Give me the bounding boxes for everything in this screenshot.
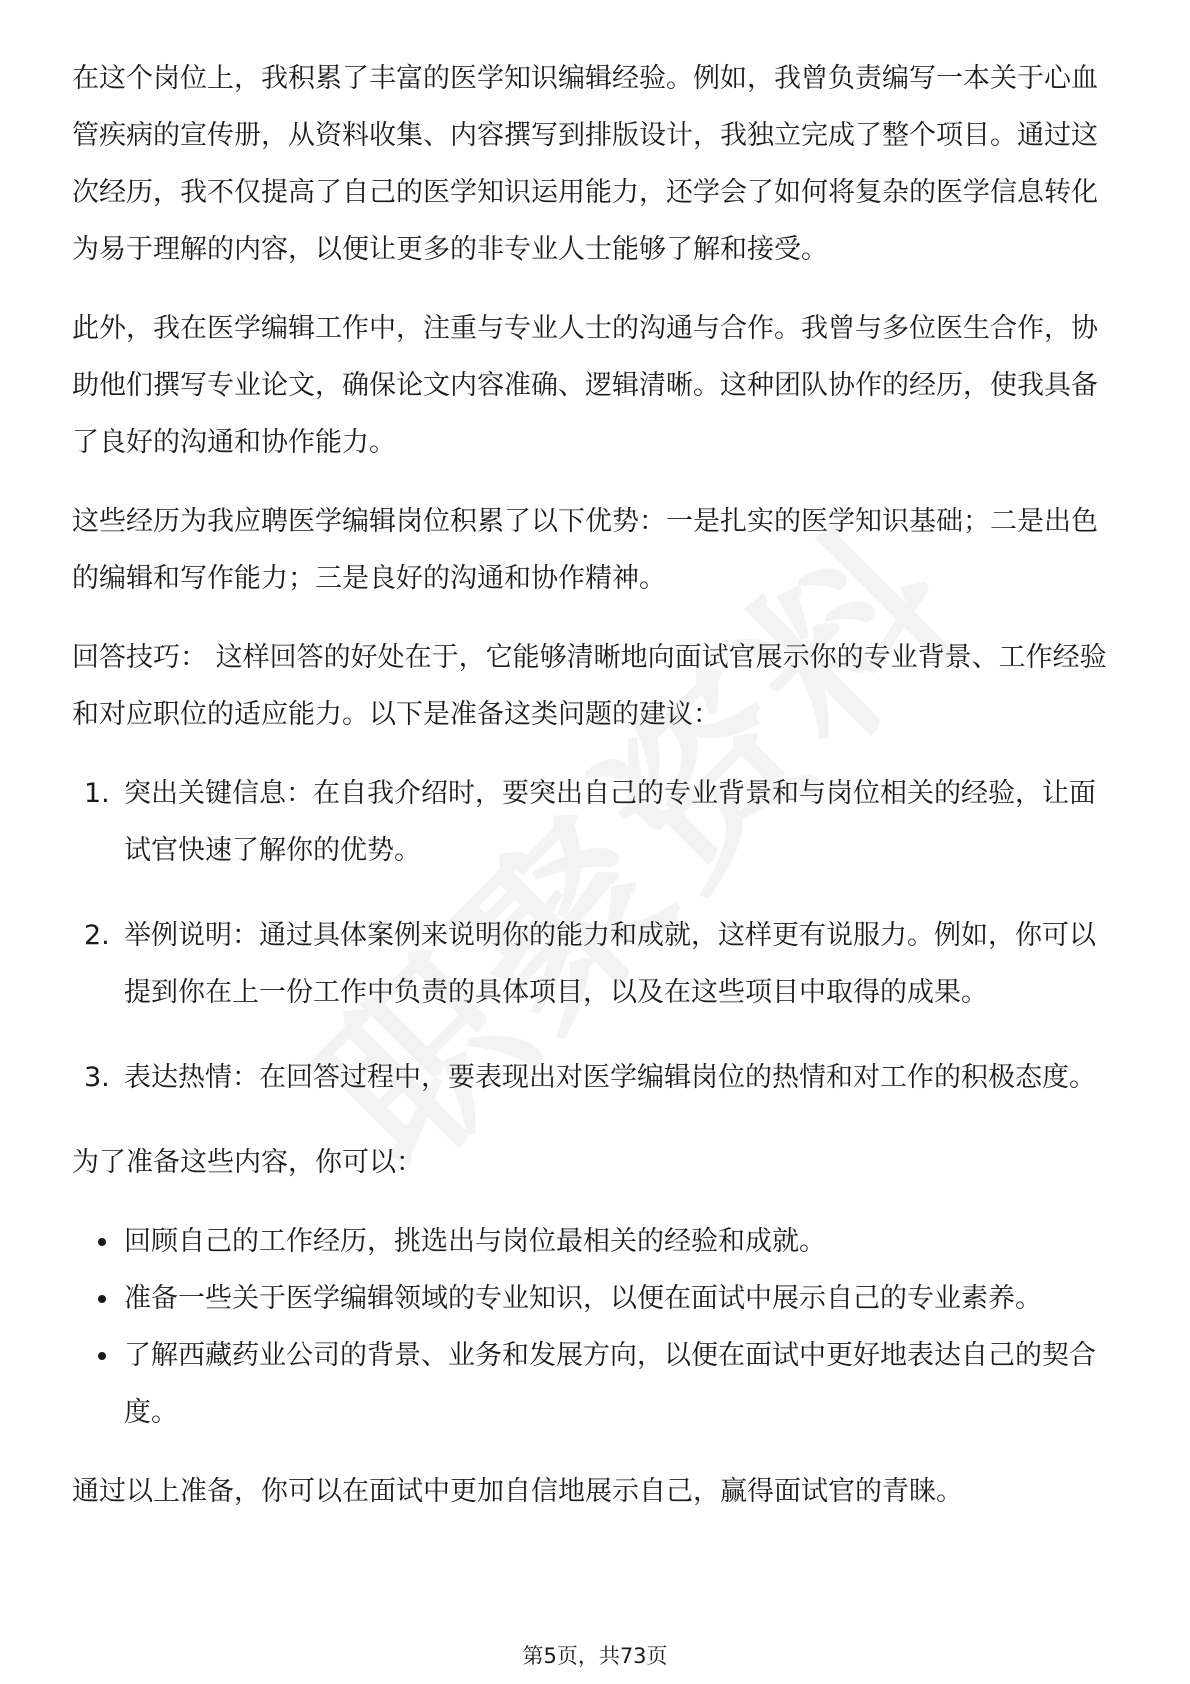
list-number: 2. bbox=[84, 920, 110, 951]
bullet-icon bbox=[98, 1352, 106, 1360]
list-item bbox=[72, 1213, 1122, 1270]
paragraph-advantages: 这些经历为我应聘医学编辑岗位积累了以下优势：一是扎实的医学知识基础；二是出色的编辑和写作能力；三是良好的沟通和协作精神。 bbox=[72, 506, 1098, 594]
paragraph-closing: 通过以上准备，你可以在面试中更加自信地展示自己，赢得面试官的青睐。 bbox=[72, 1476, 963, 1507]
list-item-text: 准备一些关于医学编辑领域的专业知识，以便在面试中展示自己的专业素养。 bbox=[124, 1283, 1042, 1314]
list-item-text: 举例说明：通过具体案例来说明你的能力和成就，这样更有说服力。例如，你可以提到你在上一份工作中负责的具体项目，以及在这些项目中取得的成果。 bbox=[124, 920, 1096, 1008]
document-body bbox=[72, 50, 1122, 1542]
list-item bbox=[72, 1049, 1122, 1106]
page-footer: 第5页，共73页 bbox=[522, 1644, 668, 1668]
list-item-text: 了解西藏药业公司的背景、业务和发展方向，以便在面试中更好地表达自己的契合度。 bbox=[124, 1340, 1096, 1428]
list-number: 1. bbox=[84, 778, 110, 809]
bullet-icon bbox=[98, 1295, 106, 1303]
list-item bbox=[72, 1270, 1122, 1327]
paragraph-answer-tips: 回答技巧： 这样回答的好处在于，它能够清晰地向面试官展示你的专业背景、工作经验和对应职位的适应能力。以下是准备这类问题的建议： bbox=[72, 642, 1107, 730]
bullet-icon bbox=[98, 1238, 106, 1246]
list-item-text: 突出关键信息：在自我介绍时，要突出自己的专业背景和与岗位相关的经验，让面试官快速了解你的优势。 bbox=[124, 778, 1096, 866]
list-item bbox=[72, 765, 1122, 879]
list-item-text: 表达热情：在回答过程中，要表现出对医学编辑岗位的热情和对工作的积极态度。 bbox=[124, 1062, 1096, 1093]
paragraph-experience: 在这个岗位上，我积累了丰富的医学知识编辑经验。例如，我曾负责编写一本关于心血管疾病的宣传册，从资料收集、内容撰写到排版设计，我独立完成了整个项目。通过这次经历，我不仅提高了自己的医学知识运用能力，还学会了如何将复杂的医学信息转化为易于理解的内容，以便让更多的非专业人士能够了解和接受。 bbox=[72, 63, 1098, 265]
list-number: 3. bbox=[84, 1062, 110, 1093]
list-item bbox=[72, 907, 1122, 1021]
tips-ordered-list bbox=[72, 765, 1122, 1106]
prepare-bullet-list bbox=[72, 1213, 1122, 1441]
paragraph-collaboration: 此外，我在医学编辑工作中，注重与专业人士的沟通与合作。我曾与多位医生合作，协助他们撰写专业论文，确保论文内容准确、逻辑清晰。这种团队协作的经历，使我具备了良好的沟通和协作能力。 bbox=[72, 313, 1098, 458]
paragraph-prepare-intro: 为了准备这些内容，你可以： bbox=[72, 1147, 423, 1178]
list-item-text: 回顾自己的工作经历，挑选出与岗位最相关的经验和成就。 bbox=[124, 1226, 826, 1257]
list-item bbox=[72, 1327, 1122, 1441]
